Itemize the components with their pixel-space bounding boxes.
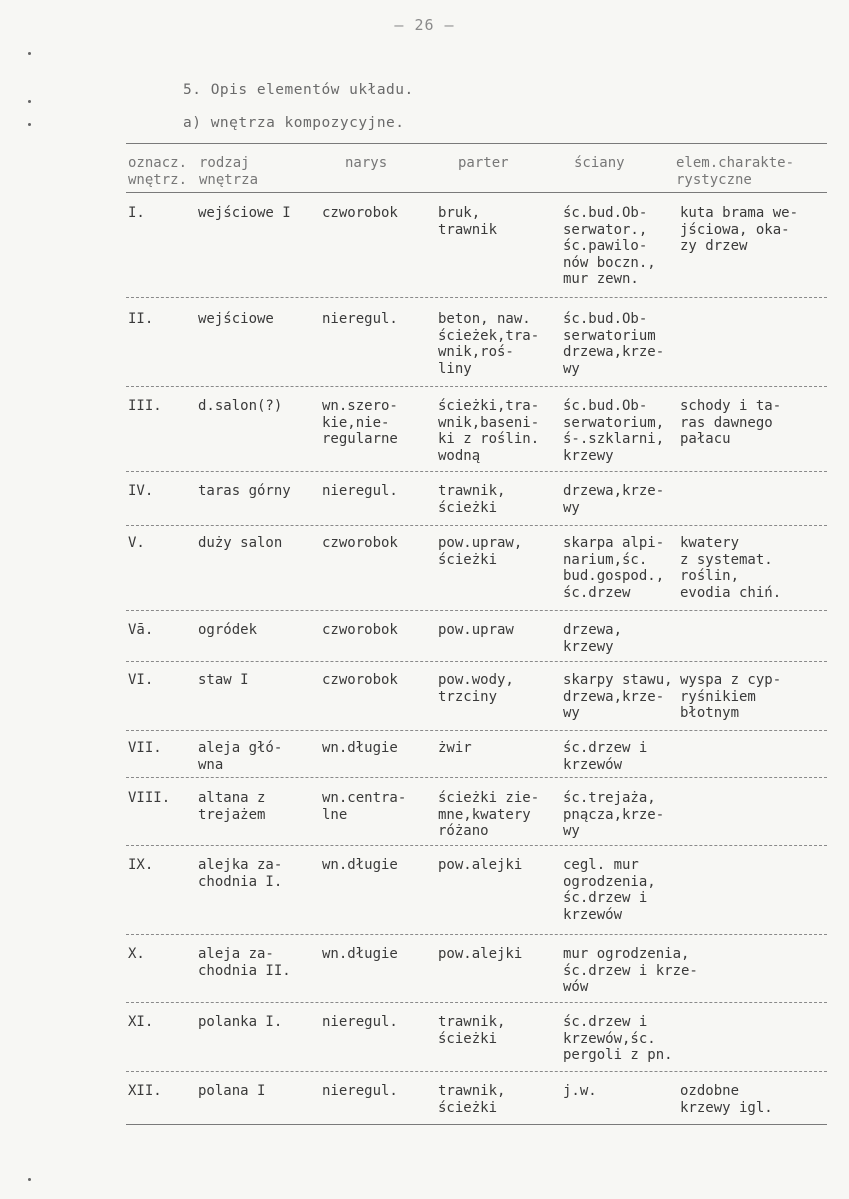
row-designation: Vā. bbox=[128, 622, 154, 638]
row-ground-floor: żwir bbox=[438, 740, 472, 756]
header-outline: narys bbox=[345, 155, 388, 171]
row-separator bbox=[126, 525, 827, 526]
row-interior-type: wejściowe bbox=[198, 311, 274, 327]
row-outline: wn.długie bbox=[322, 946, 398, 962]
row-walls: skarpy stawu, drzewa,krze- wy bbox=[563, 672, 673, 721]
row-interior-type: staw I bbox=[198, 672, 249, 688]
row-separator bbox=[126, 1002, 827, 1003]
row-characteristic-elements: kwatery z systemat. roślin, evodia chiń. bbox=[680, 535, 782, 601]
row-ground-floor: pow.alejki bbox=[438, 946, 523, 962]
table-header-rule bbox=[126, 192, 827, 193]
subsection-heading: a) wnętrza kompozycyjne. bbox=[183, 115, 405, 131]
row-walls: śc.bud.Ob- serwator., śc.pawilo- nów boczn., mur zewn. bbox=[563, 205, 656, 287]
row-characteristic-elements: schody i ta- ras dawnego pałacu bbox=[680, 398, 782, 447]
table-top-rule bbox=[126, 143, 827, 144]
row-separator bbox=[126, 610, 827, 611]
row-walls: śc.trejaża, pnącza,krze- wy bbox=[563, 790, 665, 839]
header-walls: ściany bbox=[574, 155, 625, 171]
row-interior-type: wejściowe I bbox=[198, 205, 291, 221]
row-interior-type: aleja za- chodnia II. bbox=[198, 946, 291, 979]
row-separator bbox=[126, 386, 827, 387]
table-bottom-rule bbox=[126, 1124, 827, 1125]
row-separator bbox=[126, 297, 827, 298]
row-designation: III. bbox=[128, 398, 162, 414]
row-characteristic-elements: wyspa z cyp- ryśnikiem błotnym bbox=[680, 672, 782, 721]
row-walls: śc.drzew i krzewów bbox=[563, 740, 648, 773]
row-designation: V. bbox=[128, 535, 145, 551]
row-designation: VIII. bbox=[128, 790, 171, 806]
row-walls: mur ogrodzenia, śc.drzew i krze- wów bbox=[563, 946, 698, 995]
margin-mark bbox=[28, 123, 31, 126]
row-characteristic-elements: kuta brama we- jściowa, oka- zy drzew bbox=[680, 205, 799, 254]
row-ground-floor: pow.upraw bbox=[438, 622, 514, 638]
row-separator bbox=[126, 661, 827, 662]
row-interior-type: d.salon(?) bbox=[198, 398, 283, 414]
row-designation: VII. bbox=[128, 740, 162, 756]
row-ground-floor: trawnik, ścieżki bbox=[438, 1083, 506, 1116]
row-outline: czworobok bbox=[322, 622, 398, 638]
row-interior-type: alejka za- chodnia I. bbox=[198, 857, 283, 890]
row-outline: czworobok bbox=[322, 205, 398, 221]
row-designation: X. bbox=[128, 946, 145, 962]
row-designation: I. bbox=[128, 205, 145, 221]
row-ground-floor: bruk, trawnik bbox=[438, 205, 498, 238]
row-outline: wn.długie bbox=[322, 740, 398, 756]
row-designation: IV. bbox=[128, 483, 154, 499]
row-walls: śc.drzew i krzewów,śc. pergoli z pn. bbox=[563, 1014, 673, 1063]
row-interior-type: polanka I. bbox=[198, 1014, 283, 1030]
margin-mark bbox=[28, 52, 31, 55]
row-interior-type: taras górny bbox=[198, 483, 291, 499]
header-ground-floor: parter bbox=[458, 155, 509, 171]
row-outline: wn.długie bbox=[322, 857, 398, 873]
header-designation: oznacz. wnętrz. bbox=[128, 155, 188, 188]
row-outline: czworobok bbox=[322, 535, 398, 551]
row-ground-floor: pow.alejki bbox=[438, 857, 523, 873]
row-designation: VI. bbox=[128, 672, 154, 688]
row-outline: wn.centra- lne bbox=[322, 790, 407, 823]
row-interior-type: polana I bbox=[198, 1083, 266, 1099]
row-ground-floor: pow.upraw, ścieżki bbox=[438, 535, 523, 568]
row-outline: nieregul. bbox=[322, 1083, 398, 1099]
row-walls: śc.bud.Ob- serwatorium, ś-.szklarni, krzewy bbox=[563, 398, 665, 464]
row-interior-type: duży salon bbox=[198, 535, 283, 551]
section-heading: 5. Opis elementów układu. bbox=[183, 82, 414, 98]
row-walls: cegl. mur ogrodzenia, śc.drzew i krzewów bbox=[563, 857, 656, 923]
row-separator bbox=[126, 730, 827, 731]
row-ground-floor: ścieżki,tra- wnik,baseni- ki z roślin. wodną bbox=[438, 398, 540, 464]
row-outline: nieregul. bbox=[322, 311, 398, 327]
row-ground-floor: pow.wody, trzciny bbox=[438, 672, 514, 705]
row-walls: drzewa,krze- wy bbox=[563, 483, 665, 516]
row-outline: czworobok bbox=[322, 672, 398, 688]
row-interior-type: aleja głó- wna bbox=[198, 740, 283, 773]
row-walls: skarpa alpi- narium,śc. bud.gospod., śc.drzew bbox=[563, 535, 665, 601]
row-walls: drzewa, krzewy bbox=[563, 622, 623, 655]
row-separator bbox=[126, 845, 827, 846]
row-walls: śc.bud.Ob- serwatorium drzewa,krze- wy bbox=[563, 311, 665, 377]
row-walls: j.w. bbox=[563, 1083, 597, 1099]
row-ground-floor: trawnik, ścieżki bbox=[438, 1014, 506, 1047]
row-designation: XI. bbox=[128, 1014, 154, 1030]
page-number: – 26 – bbox=[394, 16, 455, 34]
row-ground-floor: beton, naw. ścieżek,tra- wnik,roś- liny bbox=[438, 311, 540, 377]
row-separator bbox=[126, 934, 827, 935]
header-interior-type: rodzaj wnętrza bbox=[199, 155, 259, 188]
row-separator bbox=[126, 777, 827, 778]
row-outline: nieregul. bbox=[322, 483, 398, 499]
row-interior-type: ogródek bbox=[198, 622, 258, 638]
row-ground-floor: trawnik, ścieżki bbox=[438, 483, 506, 516]
row-ground-floor: ścieżki zie- mne,kwatery różano bbox=[438, 790, 540, 839]
header-characteristic-elements: elem.charakte- rystyczne bbox=[676, 155, 795, 188]
row-designation: XII. bbox=[128, 1083, 162, 1099]
row-outline: nieregul. bbox=[322, 1014, 398, 1030]
row-separator bbox=[126, 471, 827, 472]
row-separator bbox=[126, 1071, 827, 1072]
row-characteristic-elements: ozdobne krzewy igl. bbox=[680, 1083, 773, 1116]
margin-mark bbox=[28, 1178, 31, 1181]
row-outline: wn.szero- kie,nie- regularne bbox=[322, 398, 398, 447]
row-designation: IX. bbox=[128, 857, 154, 873]
row-designation: II. bbox=[128, 311, 154, 327]
row-interior-type: altana z trejażem bbox=[198, 790, 266, 823]
margin-mark bbox=[28, 100, 31, 103]
